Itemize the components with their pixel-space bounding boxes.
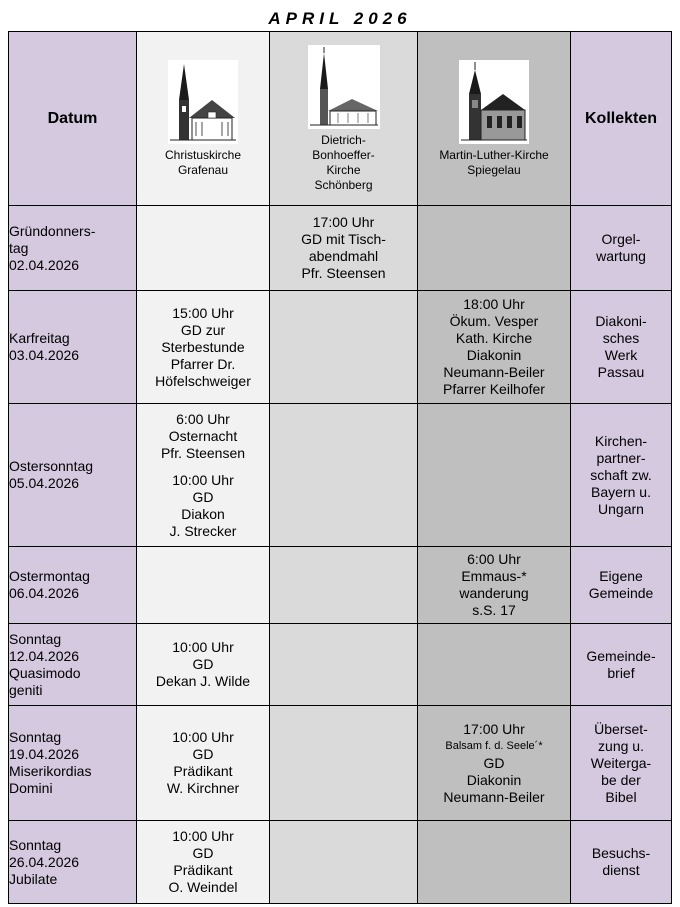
service-cell-schoenberg <box>270 821 418 904</box>
date-line: Jubilate <box>9 870 58 887</box>
service-line: 18:00 Uhr <box>463 296 525 312</box>
service-line: 6:00 Uhr <box>176 410 230 427</box>
kollekte-line: Kirchen- <box>594 432 648 449</box>
service-line: O. Weindel <box>168 879 238 895</box>
kollekte-line: Werk <box>604 347 638 363</box>
kollekte-line: be der <box>601 771 641 788</box>
church-icon <box>459 60 529 144</box>
service-line: 10:00 Uhr <box>172 729 234 745</box>
service-line: Sterbestunde <box>161 338 245 355</box>
church-header-grafenau <box>137 32 270 206</box>
kollekte-line: zung u. <box>598 737 644 754</box>
date-cell <box>9 821 137 904</box>
date-line: tag <box>9 239 29 256</box>
church-icon <box>168 60 238 144</box>
church-location: Schönberg <box>314 177 373 192</box>
date-line: Karfreitag <box>9 330 70 346</box>
kollekte-line: wartung <box>596 248 646 264</box>
date-line: geniti <box>9 681 43 698</box>
table-row <box>9 624 672 706</box>
kollekten-header: Kollekten <box>571 32 672 206</box>
kollekte-cell <box>571 821 672 904</box>
church-header-schoenberg <box>270 32 418 206</box>
service-line: Pfarrer Dr. <box>170 355 236 372</box>
date-line: Sonntag <box>9 630 62 647</box>
kollekte-line: Ungarn <box>598 500 644 517</box>
date-line: Miserikordias <box>9 763 92 779</box>
service-cell-schoenberg <box>270 291 418 404</box>
church-location: Grafenau <box>177 162 229 177</box>
service-line: 10:00 Uhr <box>172 471 234 488</box>
church-name: Dietrich- <box>321 132 366 147</box>
kollekte-line: Weiterga- <box>590 754 652 771</box>
service-line: Prädikant <box>173 763 233 779</box>
service-cell-grafenau <box>137 624 270 706</box>
service-line: abendmahl <box>308 248 379 264</box>
service-cell-schoenberg <box>270 547 418 624</box>
kollekte-line: Bayern u. <box>591 483 651 500</box>
kollekte-cell <box>571 404 672 547</box>
service-schedule-table <box>8 31 672 904</box>
service-cell-schoenberg <box>270 404 418 547</box>
service-line: 15:00 Uhr <box>172 304 234 321</box>
service-line: GD <box>192 845 214 861</box>
church-name: Christuskirche <box>164 147 242 162</box>
service-cell-grafenau <box>137 206 270 291</box>
kollekte-line: schaft zw. <box>590 466 652 483</box>
header-row <box>9 32 672 206</box>
church-header-spiegelau <box>418 32 571 206</box>
service-cell-grafenau <box>137 291 270 404</box>
kollekte-line: Überset- <box>594 720 648 737</box>
date-cell <box>9 404 137 547</box>
date-line: 05.04.2026 <box>9 475 80 491</box>
service-cell-spiegelau <box>418 624 571 706</box>
service-line: 17:00 Uhr <box>312 214 375 230</box>
kollekte-line: Besuchs- <box>591 845 651 861</box>
date-line: Ostermontag <box>9 568 90 584</box>
kollekte-cell <box>571 624 672 706</box>
date-line: Ostersonntag <box>9 458 94 474</box>
date-line: 02.04.2026 <box>9 256 80 273</box>
date-cell <box>9 547 137 624</box>
service-cell-grafenau <box>137 821 270 904</box>
date-line: Quasimodo <box>9 664 81 681</box>
kollekte-line: sches <box>602 330 640 346</box>
kollekte-line: Passau <box>597 364 645 380</box>
service-line: Pfr. Steensen <box>160 444 246 461</box>
date-line: 12.04.2026 <box>9 647 80 664</box>
date-line: Sonntag <box>9 836 62 853</box>
service-line: Emmaus-* <box>461 568 527 584</box>
service-cell-grafenau <box>137 404 270 547</box>
kollekte-cell <box>571 706 672 821</box>
service-line: Diakonin <box>466 771 522 788</box>
service-line: Diakonin <box>466 347 522 363</box>
service-line: J. Strecker <box>169 522 237 539</box>
kollekte-line: Gemeinde- <box>586 647 656 664</box>
service-cell-spiegelau <box>418 404 571 547</box>
table-row <box>9 821 672 904</box>
service-cell-spiegelau <box>418 821 571 904</box>
kollekte-line: Orgel- <box>601 231 641 247</box>
service-cell-spiegelau <box>418 706 571 821</box>
table-row <box>9 404 672 547</box>
service-line: GD <box>192 746 214 762</box>
service-line: GD mit Tisch- <box>301 231 386 247</box>
service-line: 10:00 Uhr <box>172 828 234 844</box>
service-line: s.S. 17 <box>472 602 516 618</box>
service-line: GD <box>192 488 214 505</box>
service-line: Neumann-Beiler <box>443 364 545 380</box>
service-line: Ökum. Vesper <box>449 313 539 329</box>
service-line: Diakon <box>181 505 225 522</box>
service-line: W. Kirchner <box>166 780 240 796</box>
service-cell-schoenberg <box>270 624 418 706</box>
table-row <box>9 547 672 624</box>
table-row <box>9 206 672 291</box>
service-cell-schoenberg <box>270 206 418 291</box>
church-location: Spiegelau <box>467 162 521 177</box>
service-line: 17:00 Uhr <box>463 720 525 737</box>
kollekte-line: Gemeinde <box>588 585 654 601</box>
service-line: Balsam f. d. Seele´* <box>445 739 543 752</box>
date-cell <box>9 706 137 821</box>
service-line: 10:00 Uhr <box>172 639 234 655</box>
service-line: Prädikant <box>173 862 233 878</box>
service-line: GD <box>483 754 505 771</box>
kollekte-cell <box>571 547 672 624</box>
service-cell-spiegelau <box>418 547 571 624</box>
church-icon <box>308 45 380 129</box>
service-cell-grafenau <box>137 547 270 624</box>
date-line: Domini <box>9 780 53 796</box>
kollekte-line: dienst <box>602 862 640 878</box>
table-row <box>9 706 672 821</box>
date-cell <box>9 624 137 706</box>
service-line: GD <box>192 656 214 672</box>
service-line: Dekan J. Wilde <box>155 673 251 689</box>
service-line: GD zur <box>180 321 226 338</box>
date-line: 19.04.2026 <box>9 746 80 762</box>
service-line: Pfarrer Keilhofer <box>443 381 545 397</box>
service-line: Kath. Kirche <box>455 330 533 346</box>
service-cell-grafenau <box>137 706 270 821</box>
date-line: Sonntag <box>9 729 62 745</box>
service-cell-spiegelau <box>418 291 571 404</box>
service-line: 6:00 Uhr <box>467 551 521 567</box>
page-title: APRIL 2026 <box>268 9 412 28</box>
kollekte-line: Diakoni- <box>595 313 647 329</box>
date-line: Gründonners- <box>9 222 96 239</box>
service-line: wanderung <box>459 585 529 601</box>
kollekte-line: brief <box>607 664 635 681</box>
date-cell <box>9 291 137 404</box>
service-line: Pfr. Steensen <box>301 265 386 281</box>
kollekte-line: Bibel <box>605 788 637 805</box>
table-row <box>9 291 672 404</box>
service-line: Osternacht <box>168 427 238 444</box>
date-line: 26.04.2026 <box>9 853 80 870</box>
kollekte-line: Eigene <box>599 568 643 584</box>
service-cell-schoenberg <box>270 706 418 821</box>
service-line: Neumann-Beiler <box>443 788 545 805</box>
kollekte-line: partner- <box>596 449 646 466</box>
kollekte-cell <box>571 206 672 291</box>
service-line: Höfelschweiger <box>155 372 251 389</box>
service-cell-spiegelau <box>418 206 571 291</box>
date-cell <box>9 206 137 291</box>
kollekte-cell <box>571 291 672 404</box>
church-name: Martin-Luther-Kirche <box>439 147 549 162</box>
church-name: Bonhoeffer- <box>312 147 375 162</box>
date-line: 03.04.2026 <box>9 347 80 363</box>
date-line: 06.04.2026 <box>9 585 80 601</box>
datum-header: Datum <box>9 32 137 206</box>
church-name: Kirche <box>326 162 361 177</box>
